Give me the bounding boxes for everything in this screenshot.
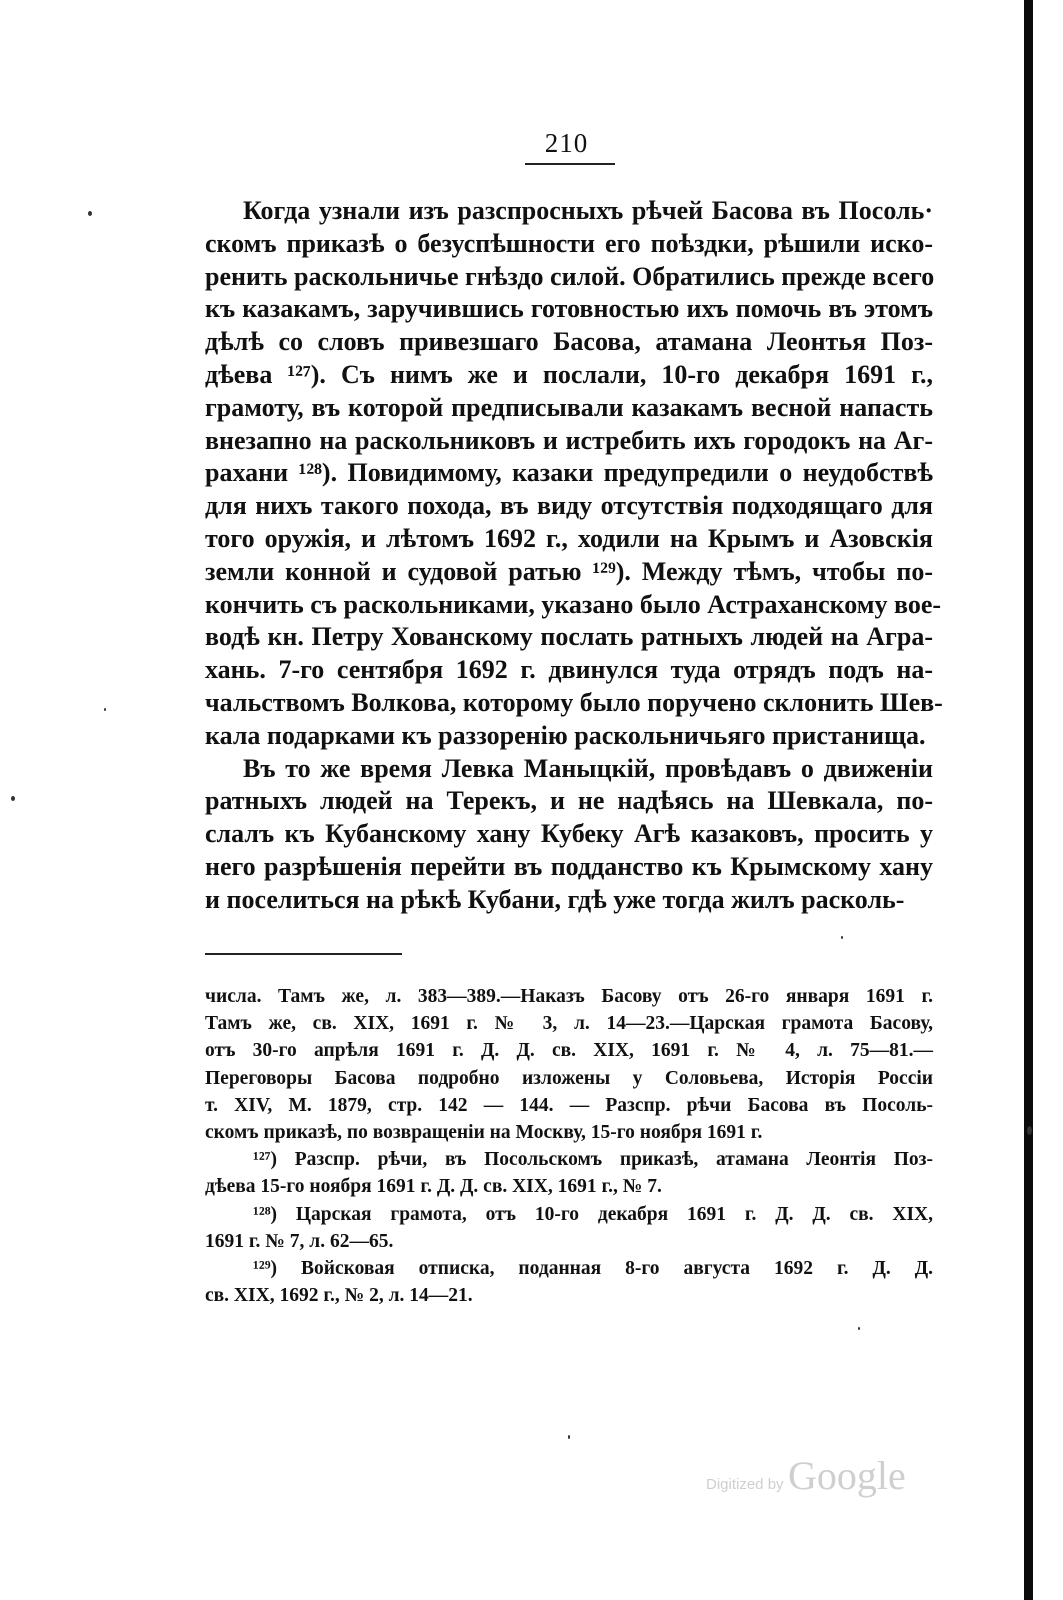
- text-line: чальствомъ Волкова, которому было поручено склонить Шев-: [205, 687, 943, 717]
- footnote-separator: [205, 953, 402, 955]
- text-line: скомъ приказѣ о безуспѣшности его поѣздки, рѣшили иско-: [205, 228, 933, 258]
- text-line: грамоту, въ которой предписывали казакамъ весной напасть: [205, 392, 933, 422]
- footnote-line: скомъ приказѣ, по возвращеніи на Москву, 15-го ноября 1691 г.: [205, 1122, 763, 1144]
- text-line: дѣлѣ со словъ привезшаго Басова, атамана Леонтья Поз-: [205, 327, 933, 357]
- footnote-line: дѣева 15-го ноября 1691 г. Д. Д. св. XIX, 1691 г., № 7.: [205, 1176, 662, 1198]
- footnote-line: ¹²⁹) Войсковая отписка, поданная 8-го августа 1692 г. Д. Д.: [253, 1258, 933, 1280]
- text-line: для нихъ такого похода, въ виду отсутствія подходящаго для: [205, 491, 933, 521]
- footnote-line: отъ 30-го апрѣля 1691 г. Д. Д. св. XIX, 1691 г. № 4, л. 75—81.—: [205, 1040, 933, 1062]
- scan-speck: [104, 708, 106, 711]
- text-line: и поселиться на рѣкѣ Кубани, гдѣ уже тогда жилъ расколь-: [205, 884, 905, 914]
- footnote-line: т. XIV, М. 1879, стр. 142 — 144. — Разспр. рѣчи Басова въ Посоль-: [205, 1094, 933, 1116]
- text-line: Когда узнали изъ разспросныхъ рѣчей Басова въ Посоль·: [243, 196, 933, 225]
- text-line: слалъ къ Кубанскому хану Кубеку Агѣ казаковъ, просить у: [205, 819, 933, 849]
- text-line: рахани ¹²⁸). Повидимому, казаки предупредили о неудобствѣ: [205, 458, 933, 488]
- footnote-line: числа. Тамъ же, л. 383—389.—Наказъ Басову отъ 26-го января 1691 г.: [205, 986, 933, 1007]
- page-number: 210: [544, 128, 589, 158]
- footnote-line: св. XIX, 1692 г., № 2, л. 14—21.: [205, 1285, 473, 1307]
- scan-speck: [568, 1435, 570, 1439]
- footnote-line: 1691 г. № 7, л. 62—65.: [205, 1230, 394, 1252]
- footnote-line: Тамъ же, св. XIX, 1691 г. № 3, л. 14—23.—Царская грамота Басову,: [205, 1013, 933, 1035]
- paragraph: [205, 753, 933, 917]
- text-line: къ казакамъ, заручившись готовностью ихъ помочь въ этомъ: [205, 294, 933, 324]
- scan-speck: [11, 796, 15, 801]
- text-line: кончить съ раскольниками, указано было Астраханскому вое-: [205, 589, 942, 619]
- scan-edge-bar: [1024, 0, 1033, 1600]
- text-line: водѣ кн. Петру Хованскому послать ратныхъ людей на Агра-: [205, 622, 933, 652]
- text-line: ренить раскольничье гнѣздо силой. Обратились прежде всего: [205, 261, 935, 291]
- page-number-rule: [525, 163, 615, 165]
- scan-speck: [1027, 1126, 1032, 1135]
- watermark-prefix: Digitized by: [706, 1476, 784, 1493]
- text-line: дѣева ¹²⁷). Съ нимъ же и послали, 10-го декабря 1691 г.,: [205, 359, 933, 389]
- text-line: земли конной и судовой ратью ¹²⁹). Между тѣмъ, чтобы по-: [205, 556, 933, 586]
- text-line: ратныхъ людей на Терекъ, и не надѣясь на Шевкала, по-: [205, 786, 933, 816]
- scan-speck: [858, 1327, 860, 1330]
- scan-speck: [841, 936, 843, 939]
- text-line: Въ то же время Левка Маныцкій, провѣдавъ о движеніи: [243, 753, 933, 783]
- text-line: внезапно на раскольниковъ и истребить ихъ городокъ на Аг-: [205, 425, 933, 455]
- digitized-watermark: [706, 1452, 906, 1499]
- text-line: того оружія, и лѣтомъ 1692 г., ходили на Крымъ и Азовскія: [205, 523, 933, 553]
- text-line: хань. 7-го сентября 1692 г. двинулся туда отрядъ подъ на-: [205, 655, 933, 685]
- text-line: него разрѣшенія перейти въ подданство къ Крымскому хану: [205, 851, 933, 881]
- footnote-line: ¹²⁸) Царская грамота, отъ 10-го декабря 1691 г. Д. Д. св. XIX,: [253, 1203, 933, 1225]
- google-logo: Google: [788, 1453, 906, 1498]
- paragraph: [205, 195, 943, 753]
- footnote-line: ¹²⁷) Разспр. рѣчи, въ Посольскомъ приказѣ, атамана Леонтія Поз-: [253, 1149, 933, 1171]
- footnotes: [205, 983, 933, 1309]
- body-text: [205, 195, 943, 917]
- text-line: кала подарками къ раззоренію раскольничьяго пристанища.: [205, 720, 926, 750]
- footnote-line: Переговоры Басова подробно изложены у Соловьева, Исторія Россіи: [205, 1067, 933, 1089]
- scan-speck: [88, 211, 92, 216]
